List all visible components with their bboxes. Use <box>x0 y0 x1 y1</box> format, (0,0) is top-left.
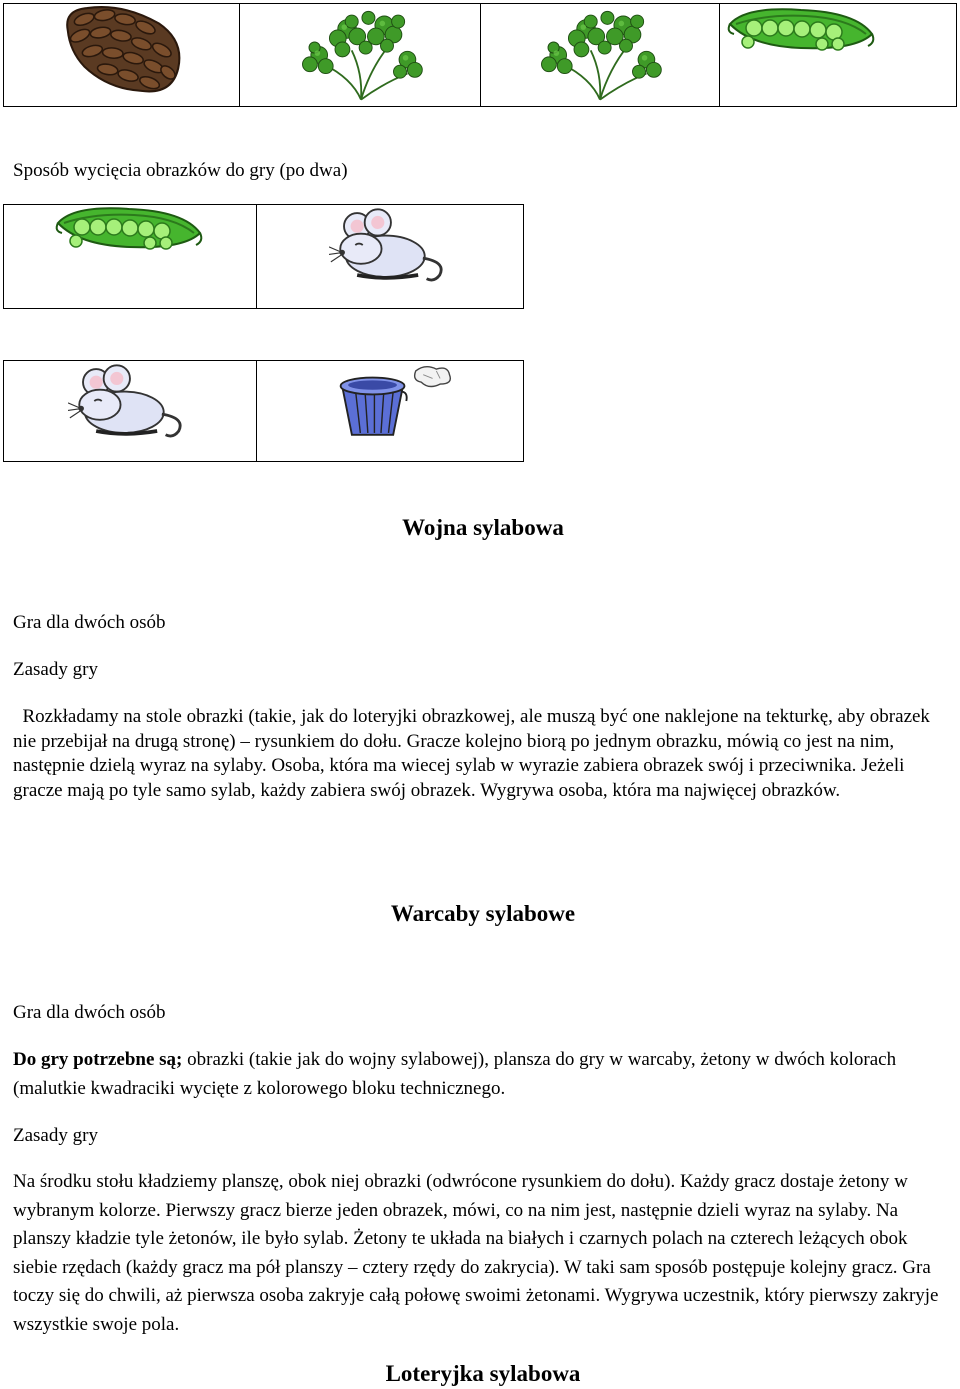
players-line: Gra dla dwóch osób <box>13 612 166 633</box>
players-line: Gra dla dwóch osób <box>13 1002 166 1023</box>
section-title-warcaby: Warcaby sylabowe <box>390 901 576 926</box>
card-parsley <box>480 3 720 107</box>
card-mouse <box>3 360 257 462</box>
mouse-icon <box>329 207 451 283</box>
rules-label: Zasady gry <box>13 659 98 680</box>
card-trash-bin <box>256 360 524 462</box>
card-mouse <box>256 204 524 309</box>
needs-lead: Do gry potrzebne są; <box>13 1049 183 1070</box>
trash-bin-icon <box>335 363 457 439</box>
card-pine-cone <box>3 3 240 107</box>
rules-paragraph: Rozkładamy na stole obrazki (takie, jak do loteryjki obrazkowej, ale muszą być one naklejone na tekturkę, aby obrazek nie przebijał na drugą stronę) – rysunkiem do dołu. Gracze kolejno biorą po jednym obrazku, mówią co jest na nim, następnie dzielą wyraz na sylaby. Osoba, która ma wiecej sylab w wyrazie zabiera obrazek swój i przeciwnika. Jeżeli gracze mają po tyle samo sylab, każdy zabiera swój obrazek. Wygrywa osoba, która ma najwięcej obrazków. <box>13 706 935 802</box>
needs-paragraph <box>13 1046 953 1103</box>
needs-text: obrazki (takie jak do wojny sylabowej), plansza do gry w warcaby, żetony w dwóch kolorach (malutkie kwadraciki wycięte z kolorowego bloku technicznego. <box>13 1049 897 1099</box>
section-title-wojna: Wojna sylabowa <box>402 515 564 540</box>
card-pea-pod <box>719 3 957 107</box>
section-title-loteryjka: Loteryjka sylabowa <box>385 1361 581 1386</box>
pea-pod-icon <box>54 205 204 255</box>
parsley-icon <box>296 6 426 104</box>
rules-label: Zasady gry <box>13 1125 98 1146</box>
mouse-icon <box>68 363 190 439</box>
pea-pod-icon <box>726 6 876 56</box>
cut-caption: Sposób wycięcia obrazków do gry (po dwa) <box>13 160 348 181</box>
card-pea-pod <box>3 204 257 309</box>
parsley-icon <box>535 6 665 104</box>
pine-cone-icon <box>59 5 187 97</box>
rules-paragraph: Na środku stołu kładziemy planszę, obok niej obrazki (odwrócone rysunkiem do dołu). Każdy gracz dostaje żetony w wybranym kolorze. Pierwszy gracz bierze jeden obrazek, mówi, co na nim jest, następnie dzieli wyraz na sylaby. Na planszy kładzie tyle żetonów, ile było sylab. Żetony te układa na białych i czarnych polach na czterech leżących obok siebie rzędach (każdy gracz ma pół planszy – cztery rzędy do zakrycia). W taki sam sposób postępuje kolejny gracz. Gra toczy się do chwili, aż pierwsza osoba zakryje całą połowę swoimi żetonami. Wygrywa uczestnik, który pierwszy zakryje wszystkie swoje pola. <box>13 1171 939 1335</box>
card-parsley <box>239 3 481 107</box>
